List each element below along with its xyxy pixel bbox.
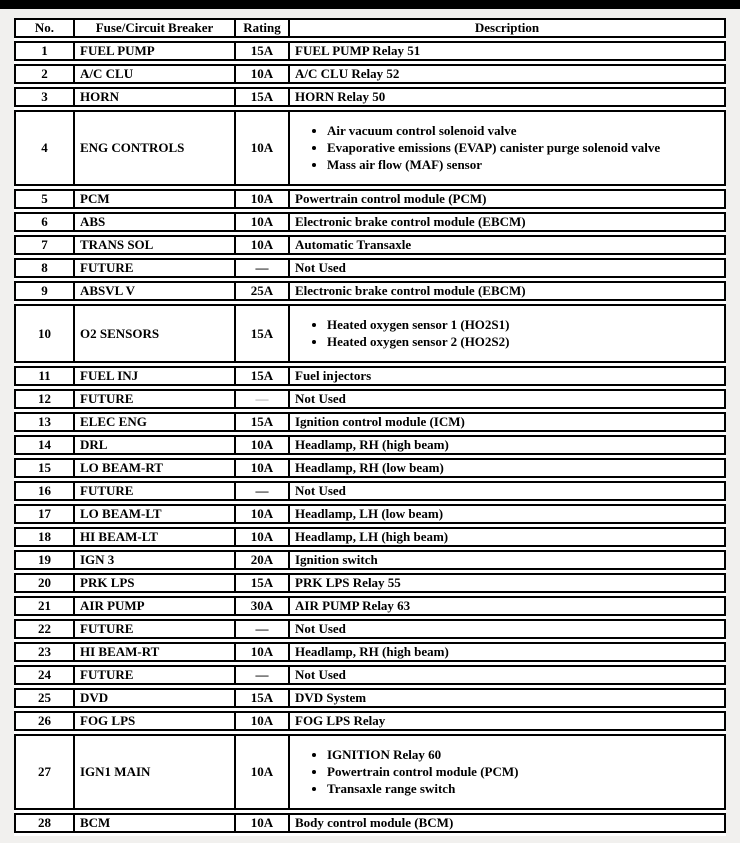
cell-rating: — [236,667,290,683]
cell-description [290,736,724,808]
table-row [14,688,726,708]
table-row [14,304,726,363]
description-bullet-item: • Mass air flow (MAF) sensor [327,157,668,173]
cell-fuse-name: FUTURE [75,260,236,276]
cell-fuse-name: FUEL PUMP [75,43,236,59]
table-row [14,642,726,662]
cell-description [290,112,724,184]
table-row [14,41,726,61]
table-row [14,110,726,186]
table-header-row [14,18,726,38]
cell-rating: 30A [236,598,290,614]
cell-description: AIR PUMP Relay 63 [295,598,411,613]
cell-rating: 10A [236,736,290,808]
cell-fuse-name: DVD [75,690,236,706]
header-rating: Rating [236,20,290,36]
cell-row-number: 16 [16,483,75,499]
cell-fuse-name: A/C CLU [75,66,236,82]
cell-rating: 20A [236,552,290,568]
description-bullet-item: • IGNITION Relay 60 [327,747,526,763]
cell-fuse-name: TRANS SOL [75,237,236,253]
table-row [14,212,726,232]
cell-description: Powertrain control module (PCM) [295,191,487,206]
cell-row-number: 25 [16,690,75,706]
cell-description: FOG LPS Relay [295,713,386,728]
cell-row-number: 12 [16,391,75,407]
table-row [14,87,726,107]
table-row [14,504,726,524]
cell-rating: 25A [236,283,290,299]
cell-rating: 10A [236,66,290,82]
cell-rating: 15A [236,368,290,384]
cell-fuse-name: HI BEAM-RT [75,644,236,660]
header-description: Description [474,20,540,35]
cell-row-number: 7 [16,237,75,253]
cell-rating: 10A [236,437,290,453]
cell-description: Not Used [295,621,346,636]
cell-rating: 10A [236,460,290,476]
fuse-table [14,18,726,836]
table-row [14,734,726,810]
cell-fuse-name: FUTURE [75,391,236,407]
table-row [14,458,726,478]
cell-description: Automatic Transaxle [295,237,412,252]
cell-description: A/C CLU Relay 52 [295,66,400,81]
cell-rating: 15A [236,306,290,361]
cell-fuse-name: ELEC ENG [75,414,236,430]
table-row [14,258,726,278]
cell-fuse-name: FUTURE [75,667,236,683]
cell-row-number: 2 [16,66,75,82]
top-black-bar [0,0,740,9]
table-row [14,527,726,547]
cell-rating: 15A [236,89,290,105]
cell-row-number: 17 [16,506,75,522]
cell-rating: 10A [236,529,290,545]
cell-fuse-name: LO BEAM-LT [75,506,236,522]
cell-fuse-name: BCM [75,815,236,831]
cell-row-number: 9 [16,283,75,299]
cell-description: Electronic brake control module (EBCM) [295,283,526,298]
cell-rating: — [236,621,290,637]
cell-description: Headlamp, LH (low beam) [295,506,444,521]
cell-row-number: 26 [16,713,75,729]
cell-rating: 10A [236,191,290,207]
description-bullet-item: • Heated oxygen sensor 2 (HO2S2) [327,334,517,350]
cell-fuse-name: ABS [75,214,236,230]
cell-rating: 10A [236,815,290,831]
cell-rating: 10A [236,237,290,253]
cell-rating: — [236,260,290,276]
cell-row-number: 11 [16,368,75,384]
cell-fuse-name: FUEL INJ [75,368,236,384]
description-bullet-item: • Transaxle range switch [327,781,526,797]
cell-fuse-name: FOG LPS [75,713,236,729]
cell-fuse-name: PRK LPS [75,575,236,591]
cell-row-number: 3 [16,89,75,105]
cell-row-number: 27 [16,736,75,808]
cell-row-number: 22 [16,621,75,637]
cell-row-number: 8 [16,260,75,276]
table-row [14,189,726,209]
cell-row-number: 18 [16,529,75,545]
cell-rating: 15A [236,690,290,706]
table-row [14,366,726,386]
table-row [14,813,726,833]
description-bullet-item: • Air vacuum control solenoid valve [327,123,668,139]
header-no: No. [16,20,75,36]
table-row [14,573,726,593]
cell-description: Not Used [295,483,346,498]
cell-description: Headlamp, RH (high beam) [295,437,449,452]
cell-description: Ignition switch [295,552,378,567]
cell-description: PRK LPS Relay 55 [295,575,401,590]
table-row [14,619,726,639]
description-bullet-list [295,746,526,798]
cell-row-number: 19 [16,552,75,568]
cell-description: Fuel injectors [295,368,372,383]
table-row [14,389,726,409]
cell-fuse-name: ENG CONTROLS [75,112,236,184]
description-bullet-item: • Evaporative emissions (EVAP) canister purge solenoid valve [327,140,668,156]
cell-description: Electronic brake control module (EBCM) [295,214,526,229]
header-fuse: Fuse/Circuit Breaker [75,20,236,36]
cell-rating: 10A [236,644,290,660]
cell-fuse-name: HI BEAM-LT [75,529,236,545]
table-row [14,235,726,255]
cell-fuse-name: ABSVL V [75,283,236,299]
cell-row-number: 1 [16,43,75,59]
cell-description: HORN Relay 50 [295,89,386,104]
cell-rating: 10A [236,112,290,184]
cell-fuse-name: O2 SENSORS [75,306,236,361]
cell-rating: 15A [236,414,290,430]
cell-rating: 10A [236,713,290,729]
cell-fuse-name: AIR PUMP [75,598,236,614]
cell-row-number: 20 [16,575,75,591]
cell-fuse-name: FUTURE [75,483,236,499]
cell-fuse-name: FUTURE [75,621,236,637]
cell-row-number: 28 [16,815,75,831]
cell-row-number: 24 [16,667,75,683]
table-row [14,412,726,432]
cell-fuse-name: LO BEAM-RT [75,460,236,476]
table-row [14,596,726,616]
cell-row-number: 5 [16,191,75,207]
cell-rating: — [236,483,290,499]
cell-rating: 10A [236,214,290,230]
table-row [14,481,726,501]
cell-description: FUEL PUMP Relay 51 [295,43,421,58]
description-bullet-item: • Powertrain control module (PCM) [327,764,526,780]
cell-fuse-name: IGN1 MAIN [75,736,236,808]
cell-row-number: 21 [16,598,75,614]
cell-rating: — [236,391,290,407]
cell-description: Headlamp, RH (low beam) [295,460,444,475]
cell-rating: 15A [236,43,290,59]
description-bullet-list [295,316,517,351]
cell-description: Not Used [295,260,346,275]
cell-description: Not Used [295,667,346,682]
table-row [14,435,726,455]
cell-rating: 15A [236,575,290,591]
cell-row-number: 10 [16,306,75,361]
cell-fuse-name: DRL [75,437,236,453]
description-bullet-list [295,122,668,174]
table-row [14,665,726,685]
cell-description: Not Used [295,391,346,406]
cell-row-number: 14 [16,437,75,453]
table-row [14,550,726,570]
cell-rating: 10A [236,506,290,522]
cell-row-number: 13 [16,414,75,430]
cell-description: Ignition control module (ICM) [295,414,465,429]
cell-row-number: 4 [16,112,75,184]
description-bullet-item: • Heated oxygen sensor 1 (HO2S1) [327,317,517,333]
cell-description [290,306,724,361]
cell-description: Body control module (BCM) [295,815,454,830]
fuse-table-body [14,41,726,833]
cell-row-number: 23 [16,644,75,660]
cell-description: Headlamp, RH (high beam) [295,644,449,659]
cell-description: DVD System [295,690,367,705]
cell-fuse-name: HORN [75,89,236,105]
table-row [14,281,726,301]
cell-description: Headlamp, LH (high beam) [295,529,449,544]
cell-row-number: 6 [16,214,75,230]
table-row [14,711,726,731]
table-row [14,64,726,84]
cell-row-number: 15 [16,460,75,476]
cell-fuse-name: IGN 3 [75,552,236,568]
cell-fuse-name: PCM [75,191,236,207]
